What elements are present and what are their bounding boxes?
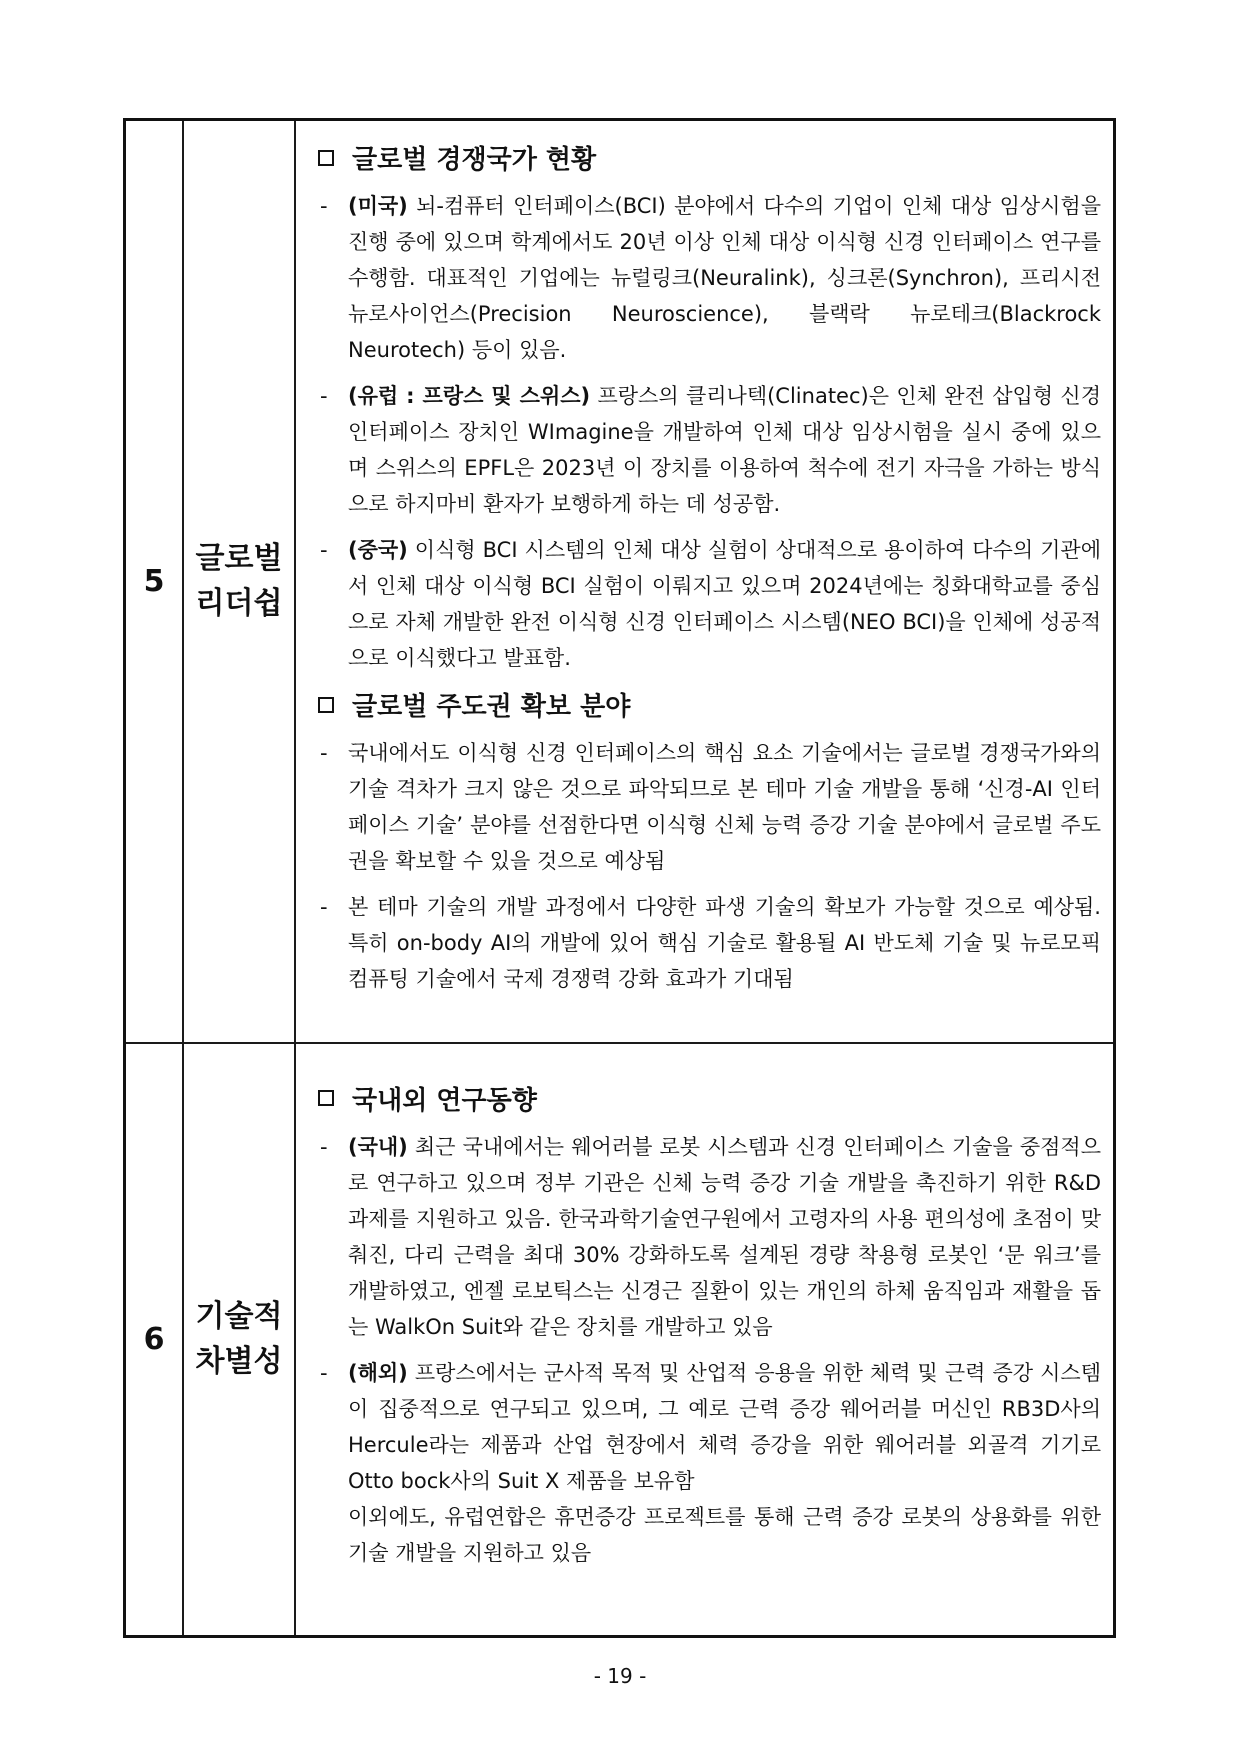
dash-icon: -: [320, 1360, 328, 1385]
row-category: [183, 120, 295, 1043]
bullet-text: 프랑스의 클리나텍(Clinatec)은 인체 완전 삽입형 신경 인터페이스 장치인 WImagine을 개발하여 인체 대상 임상시험을 실시 중에 있으며 스위스의 EPFL은 2023년 이 장치를 이용하여 척수에 전기 자극을 가하는 방식으로 하지마비 환자가 보행하게 하는 데 성공함.: [348, 384, 1101, 516]
bullet-tag: (국내): [348, 1134, 408, 1159]
checkbox-icon: [318, 150, 334, 166]
section-heading: [318, 686, 1101, 723]
bullet-item: [308, 378, 1101, 522]
category-line: 글로벌: [195, 541, 283, 577]
bullet-item: [308, 735, 1101, 879]
bullet-item: [308, 1355, 1101, 1499]
section-heading: [318, 1080, 1101, 1117]
checkbox-icon: [318, 697, 334, 713]
bullet-text: 프랑스에서는 군사적 목적 및 산업적 응용을 위한 체력 및 근력 증강 시스템이 집중적으로 연구되고 있으며, 그 예로 근력 증강 웨어러블 머신인 RB3D사의 Hercule라는 제품과 산업 현장에서 체력 증강을 위한 웨어러블 외골격 기기로 Otto bock사의 Suit X 제품을 보유함: [348, 1360, 1101, 1493]
bullet-text: 국내에서도 이식형 신경 인터페이스의 핵심 요소 기술에서는 글로벌 경쟁국가와의 기술 격차가 크지 않은 것으로 파악되므로 본 테마 기술 개발을 통해 ‘신경-AI 인터페이스 기술’ 분야를 선점한다면 이식형 신체 능력 증강 기술 분야에서 글로벌 주도권을 확보할 수 있을 것으로 예상됨: [348, 741, 1101, 873]
bullet-item: [308, 889, 1101, 997]
section-heading: [318, 139, 1101, 176]
bullet-text: 최근 국내에서는 웨어러블 로봇 시스템과 신경 인터페이스 기술을 중점적으로 연구하고 있으며 정부 기관은 신체 능력 증강 기술 개발을 촉진하기 위한 R&D 과제를 지원하고 있음. 한국과학기술연구원에서 고령자의 사용 편의성에 초점이 맞춰진, 다리 근력을 최대 30% 강화하도록 설계된 경량 착용형 로봇인 ‘문 워크’를 개발하였고, 엔젤 로보틱스는 신경근 질환이 있는 개인의 하체 움직임과 재활을 돕는 WalkOn Suit와 같은 장치를 개발하고 있음: [348, 1134, 1101, 1339]
category-line: 리더쉽: [195, 586, 283, 622]
dash-icon: -: [320, 741, 328, 765]
bullet-text: 뇌-컴퓨터 인터페이스(BCI) 분야에서 다수의 기업이 인체 대상 임상시험을 진행 중에 있으며 학계에서도 20년 이상 인체 대상 이식형 신경 인터페이스 연구를 수행함. 대표적인 기업에는 뉴럴링크(Neuralink), 싱크론(Synchron), 프리시전 뉴로사이언스(Precision Neuroscience), 블랙락 뉴로테크(Blackrock Neurotech) 등이 있음.: [348, 194, 1101, 362]
bullet-text: 이식형 BCI 시스템의 인체 대상 실험이 상대적으로 용이하여 다수의 기관에서 인체 대상 이식형 BCI 실험이 이뤄지고 있으며 2024년에는 칭화대학교를 중심으로 자체 개발한 완전 이식형 신경 인터페이스 시스템(NEO BCI)을 인체에 성공적으로 이식했다고 발표함.: [348, 538, 1101, 670]
section-heading-text: 국내외 연구동향: [352, 1085, 537, 1116]
section-heading-text: 글로벌 경쟁국가 현황: [352, 145, 597, 175]
bullet-item: [308, 532, 1101, 676]
checkbox-icon: [318, 1090, 334, 1106]
bullet-item: [308, 188, 1101, 368]
bullet-tag: (중국): [348, 538, 408, 562]
category-line: 차별성: [195, 1344, 283, 1380]
row-content: [295, 120, 1115, 1043]
section-heading-text: 글로벌 주도권 확보 분야: [352, 692, 631, 722]
table-row-5: [125, 120, 1115, 1043]
bullet-tag: (유럽 : 프랑스 및 스위스): [348, 384, 591, 408]
dash-icon: -: [320, 1134, 328, 1159]
bullet-text: 본 테마 기술의 개발 과정에서 다양한 파생 기술의 확보가 가능할 것으로 예상됨. 특히 on-body AI의 개발에 있어 핵심 기술로 활용될 AI 반도체 기술 및 뉴로모픽 컴퓨팅 기술에서 국제 경쟁력 강화 효과가 기대됨: [348, 895, 1101, 991]
bullet-tag: (해외): [348, 1360, 408, 1385]
row-content: [295, 1043, 1115, 1637]
dash-icon: -: [320, 538, 328, 562]
row-number: 5: [125, 120, 184, 1043]
dash-icon: -: [320, 384, 328, 408]
bullet-item: [308, 1129, 1101, 1345]
category-line: 기술적: [195, 1299, 283, 1335]
content-table: [123, 118, 1116, 1638]
dash-icon: -: [320, 194, 328, 218]
page-number: - 19 -: [593, 1664, 647, 1688]
bullet-continuation: 이외에도, 유럽연합은 휴먼증강 프로젝트를 통해 근력 증강 로봇의 상용화를 위한 기술 개발을 지원하고 있음: [348, 1504, 1101, 1565]
row-category: [183, 1043, 295, 1637]
row-number: 6: [125, 1043, 184, 1637]
table-row-6: [125, 1043, 1115, 1637]
bullet-tag: (미국): [348, 194, 408, 218]
dash-icon: -: [320, 895, 328, 919]
